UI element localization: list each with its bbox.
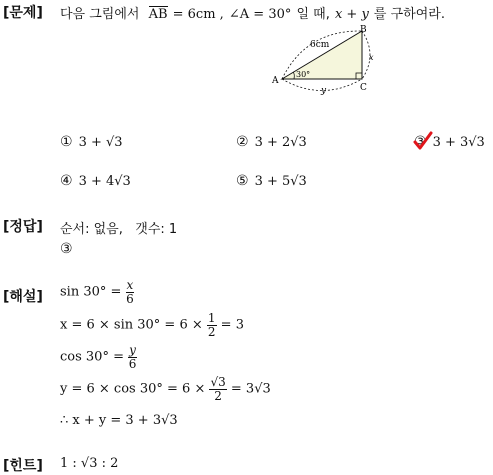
choice-1-text: 3 + √3 [78,135,123,150]
choice-3[interactable] [414,134,485,150]
choice-4-text: 3 + 4√3 [78,174,131,189]
check-icon [413,131,433,151]
bottom-side-label: y [321,86,327,96]
vertical-side-label: x [369,53,374,62]
line3-denominator: 6 [128,356,137,371]
line3-lhs: cos 30° = [60,349,124,365]
answer-label: [정답] [3,219,43,235]
explanation-line-1 [60,279,134,305]
line2-rhs: = 3 [220,317,244,333]
expression-xy: x + y [334,7,369,22]
choice-5-number: ⑤ [236,173,249,189]
line3-numerator: y [129,343,136,357]
vertex-b-label: B [360,25,367,35]
choice-1[interactable] [60,134,123,150]
line1-denominator: 6 [126,291,134,306]
choice-4-number: ④ [60,173,73,189]
line4-lhs: y = 6 × cos 30° = 6 × [60,381,206,397]
line4-numerator: √3 [210,375,226,389]
line2-numerator: 1 [207,311,216,325]
choice-3-text: 3 + 3√3 [432,135,485,150]
angle-label: 30° [296,70,311,79]
problem-text-mid: 일 때, [296,7,330,22]
answer-order-text: 순서: 없음, 갯수: 1 [60,222,178,237]
choice-2-text: 3 + 2√3 [254,135,307,150]
vertex-c-label: C [360,83,367,93]
hint-label: [힌트] [3,458,43,474]
choice-2-number: ② [236,134,249,150]
choice-2[interactable] [236,134,307,150]
explanation-line-4 [60,376,271,402]
segment-ab: AB [148,7,168,22]
vertex-a-label: A [272,76,279,86]
choice-4[interactable] [60,173,131,189]
explanation-line-2 [60,312,244,338]
choice-5[interactable] [236,173,307,189]
line4-rhs: = 3√3 [230,381,271,397]
line1-lhs: sin 30° = [60,284,122,300]
hypotenuse-label: 6cm [310,40,330,50]
line4-denominator: 2 [214,388,222,403]
choice-3-number: ③ [414,134,427,150]
line2-denominator: 2 [207,324,216,339]
explanation-line-5: ∴ x + y = 3 + 3√3 [60,413,178,428]
triangle-figure [268,22,380,98]
explanation-label: [해설] [3,289,43,305]
explanation-line-3 [60,344,137,370]
choice-5-text: 3 + 5√3 [254,174,307,189]
answer-value: ③ [60,241,73,257]
triangle-shape [282,31,362,79]
problem-label: [문제] [3,5,43,21]
line2-lhs: x = 6 × sin 30° = 6 × [60,317,203,333]
line1-numerator: x [126,278,134,292]
hint-text: 1 : √3 : 2 [60,456,119,471]
problem-text-prefix: 다음 그림에서 [60,7,140,22]
angle-a: ∠A = 30° [228,7,292,22]
choice-1-number: ① [60,134,73,150]
segment-length: = 6cm , [172,7,224,22]
problem-text-suffix: 를 구하여라. [373,7,445,22]
problem-statement [60,3,445,22]
